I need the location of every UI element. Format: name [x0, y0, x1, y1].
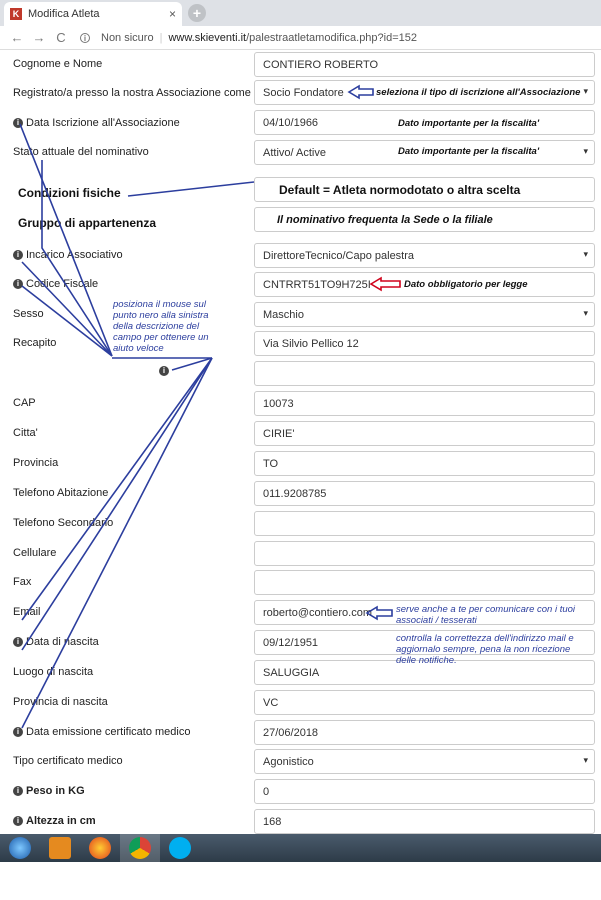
- pointer-line-condizioni: [128, 182, 254, 196]
- info-icon[interactable]: i: [13, 816, 23, 826]
- annotation-obbligatorio: Dato obbligatorio per legge: [404, 279, 528, 290]
- label-tel-secondario: [13, 517, 113, 529]
- label-text: Telefono Secondario: [13, 517, 114, 529]
- label-text: CAP: [13, 397, 36, 409]
- input-email[interactable]: roberto@contiero.com: [254, 600, 595, 625]
- input-tel-secondario[interactable]: [254, 511, 595, 536]
- annotation-iscrizione: seleziona il tipo di iscrizione all'Associazione: [376, 87, 581, 98]
- label-text: Provincia: [13, 457, 59, 469]
- address-bar: [0, 26, 601, 50]
- annotation-email-tip-2: controlla la correttezza dell'indirizzo mail e aggiornalo sempre, pena la non ricezione delle notifiche.: [396, 633, 574, 666]
- label-text: Codice Fiscale: [26, 278, 99, 290]
- label-email: [13, 606, 41, 618]
- windows-start-icon: [9, 837, 31, 859]
- info-icon[interactable]: i: [13, 637, 23, 647]
- info-icon[interactable]: i: [13, 279, 23, 289]
- annotation-mouse-tip: posiziona il mouse sul punto nero alla sinistra della descrizione del campo per ottenere un aiuto veloce: [113, 299, 209, 354]
- label-codice-fiscale: [13, 278, 98, 290]
- new-tab-button[interactable]: +: [188, 4, 206, 22]
- url-field[interactable]: [168, 32, 417, 44]
- site-info-icon[interactable]: i: [80, 33, 90, 43]
- select-tipo-certificato[interactable]: [254, 749, 595, 774]
- label-text: Data emissione certificato medico: [26, 726, 191, 738]
- label-cellulare: [13, 547, 56, 559]
- chrome-icon: [129, 837, 151, 859]
- label-citta: [13, 427, 38, 439]
- input-altezza[interactable]: 168: [254, 809, 595, 834]
- input-codice-fiscale[interactable]: CNTRRT51TO9H725I: [254, 272, 595, 297]
- label-text: Fax: [13, 576, 32, 588]
- browser-tabbar: [0, 0, 601, 26]
- label-data-nascita: [13, 636, 99, 648]
- input-tel-abitazione[interactable]: 011.9208785: [254, 481, 595, 506]
- taskbar-media[interactable]: [40, 834, 80, 862]
- select-value: DirettoreTecnico/Capo palestra: [263, 249, 415, 262]
- label-cognome-nome: [13, 58, 102, 70]
- label-cap: [13, 397, 36, 409]
- label-text: Cellulare: [13, 547, 57, 559]
- annotation-fiscalita-1: Dato importante per la fiscalita': [398, 118, 540, 129]
- label-text: Altezza in cm: [26, 815, 96, 827]
- label-tel-abitazione: [13, 487, 108, 499]
- label-incarico: [13, 249, 123, 261]
- input-citta[interactable]: CIRIE': [254, 421, 595, 446]
- security-label: Non sicuro: [101, 31, 154, 44]
- reload-icon[interactable]: C: [56, 30, 66, 45]
- select-value: Attivo/ Active: [263, 146, 326, 159]
- info-icon-example: i: [159, 366, 169, 376]
- back-icon[interactable]: ←: [10, 30, 24, 45]
- pointer-line-iscrizione: [20, 124, 112, 356]
- input-fax[interactable]: [254, 570, 595, 595]
- skype-icon: [169, 837, 191, 859]
- label-stato: [13, 146, 149, 158]
- os-taskbar: [0, 834, 601, 862]
- input-provincia[interactable]: TO: [254, 451, 595, 476]
- input-cognome-nome[interactable]: CONTIERO ROBERTO: [254, 52, 595, 77]
- label-provincia: [13, 457, 58, 469]
- label-recapito: [13, 337, 56, 349]
- info-icon[interactable]: i: [13, 118, 23, 128]
- info-icon[interactable]: i: [13, 786, 23, 796]
- label-text: Luogo di nascita: [13, 666, 94, 678]
- label-text: Peso in KG: [26, 785, 85, 797]
- forward-icon[interactable]: →: [32, 30, 46, 45]
- input-provincia-nascita[interactable]: VC: [254, 690, 595, 715]
- label-text: Provincia di nascita: [13, 696, 108, 708]
- info-icon[interactable]: i: [13, 727, 23, 737]
- label-text: Sesso: [13, 308, 44, 320]
- label-fax: [13, 576, 31, 588]
- label-provincia-nascita: [13, 696, 108, 708]
- input-cap[interactable]: 10073: [254, 391, 595, 416]
- label-text: Cognome e Nome: [13, 58, 103, 70]
- select-gruppo[interactable]: Il nominativo frequenta la Sede o la filiale: [254, 207, 595, 232]
- label-condizioni: Condizioni fisiche: [18, 186, 121, 200]
- input-data-nascita[interactable]: 09/12/1951: [254, 630, 595, 655]
- input-peso[interactable]: 0: [254, 779, 595, 804]
- media-player-icon: [49, 837, 71, 859]
- label-text: Citta': [13, 427, 38, 439]
- close-icon[interactable]: ×: [168, 7, 176, 21]
- firefox-icon: [89, 837, 111, 859]
- tab-title: Modifica Atleta: [28, 8, 100, 20]
- input-data-certificato[interactable]: 27/06/2018: [254, 720, 595, 745]
- browser-tab[interactable]: [4, 2, 182, 26]
- label-altezza: [13, 815, 96, 827]
- url-host: www.skieventi.it: [168, 31, 247, 44]
- input-data-iscrizione[interactable]: 04/10/1966: [254, 110, 595, 135]
- label-text: Registrato/a presso la nostra Associazione come: [13, 87, 251, 99]
- select-condizioni[interactable]: Default = Atleta normodotato o altra scelta: [254, 177, 595, 202]
- input-recapito-2[interactable]: [254, 361, 595, 386]
- info-icon[interactable]: i: [13, 250, 23, 260]
- label-luogo-nascita: [13, 666, 93, 678]
- taskbar-skype[interactable]: [160, 834, 200, 862]
- input-recapito[interactable]: Via Silvio Pellico 12: [254, 331, 595, 356]
- select-sesso[interactable]: [254, 302, 595, 327]
- input-cellulare[interactable]: [254, 541, 595, 566]
- url-path: /palestraatletamodifica.php?id=152: [246, 31, 418, 44]
- label-data-certificato: [13, 726, 190, 738]
- label-text: Data Iscrizione all'Associazione: [26, 117, 180, 129]
- label-registrato: [13, 87, 251, 99]
- annotation-email-tip-1: serve anche a te per comunicare con i tuoi associati / tesserati: [396, 604, 576, 626]
- label-text: Tipo certificato medico: [13, 755, 123, 767]
- input-luogo-nascita[interactable]: SALUGGIA: [254, 660, 595, 685]
- label-text: Incarico Associativo: [26, 249, 123, 261]
- label-text: Stato attuale del nominativo: [13, 146, 149, 158]
- pointer-line-nascita: [22, 358, 212, 650]
- start-button[interactable]: [0, 834, 40, 862]
- select-value: Socio Fondatore: [263, 86, 344, 99]
- label-text: Data di nascita: [26, 636, 99, 648]
- select-value: Agonistico: [263, 755, 314, 768]
- label-peso: [13, 785, 85, 797]
- pointer-line-example: [172, 358, 212, 370]
- annotation-fiscalita-2: Dato importante per la fiscalita': [398, 146, 540, 157]
- label-gruppo: Gruppo di appartenenza: [18, 216, 157, 230]
- url-separator: |: [159, 31, 163, 44]
- select-value: Maschio: [263, 308, 304, 321]
- label-tipo-certificato: [13, 755, 123, 767]
- label-text: Email: [13, 606, 41, 618]
- select-incarico[interactable]: [254, 243, 595, 268]
- label-text: Telefono Abitazione: [13, 487, 109, 499]
- label-sesso: [13, 308, 44, 320]
- label-data-iscrizione: [13, 117, 180, 129]
- taskbar-firefox[interactable]: [80, 834, 120, 862]
- taskbar-chrome[interactable]: [120, 834, 160, 862]
- site-favicon-icon: K: [10, 8, 22, 20]
- label-text: Recapito: [13, 337, 57, 349]
